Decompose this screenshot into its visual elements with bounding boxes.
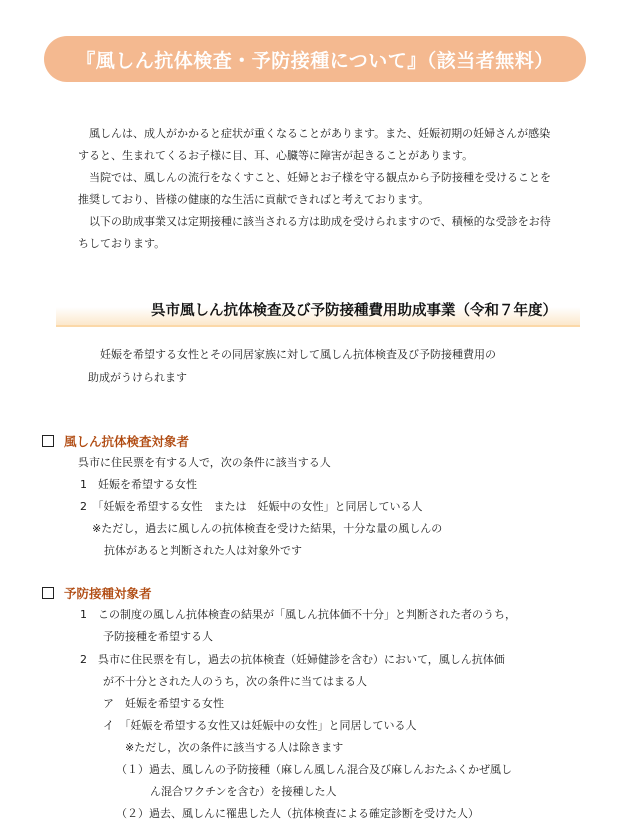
vaccine-target-line: ※ただし，次の条件に該当する人は除きます — [125, 741, 344, 754]
test-target-heading — [42, 432, 189, 450]
vaccine-target-line: 2 呉市に住民票を有し，過去の抗体検査（妊婦健診を含む）において，風しん抗体価 — [80, 653, 505, 666]
vaccine-target-line: ん混合ワクチンを含む）を接種した人 — [150, 785, 337, 798]
test-target-note: ※ただし，過去に風しんの抗体検査を受けた結果，十分な量の風しんの — [92, 522, 443, 535]
section-title: 呉市風しん抗体検査及び予防接種費用助成事業（令和７年度） — [151, 303, 557, 319]
intro-text — [78, 123, 558, 255]
section-intro-line: 助成がうけられます — [88, 371, 187, 384]
test-target-item: 1 妊娠を希望する女性 — [80, 478, 197, 491]
page-title: 『風しん抗体検査・予防接種について』（該当者無料） — [76, 49, 554, 72]
section-intro — [76, 343, 576, 389]
vaccine-target-heading-label: 予防接種対象者 — [64, 586, 152, 601]
vaccine-target-line: （２）過去、風しんに罹患した人（抗体検査による確定診断を受けた人） — [116, 807, 479, 820]
intro-paragraph: 風しんは、成人がかかると症状が重くなることがあります。また、妊娠初期の妊婦さんが感染すると、生まれてくるお子様に目、耳、心臓等に障害が起きることがあります。 — [78, 127, 551, 162]
title-banner — [44, 36, 586, 82]
test-target-note: 抗体があると判断された人は対象外です — [104, 544, 302, 557]
vaccine-target-line: （１）過去、風しんの予防接種（麻しん風しん混合及び麻しんおたふくかぜ風し — [116, 763, 512, 776]
test-target-item: 2 「妊娠を希望する女性 または 妊娠中の女性」と同居している人 — [80, 500, 423, 513]
checkbox-icon — [42, 435, 54, 447]
vaccine-target-heading — [42, 584, 152, 602]
section-heading-bar — [56, 295, 580, 327]
test-target-heading-label: 風しん抗体検査対象者 — [64, 434, 190, 449]
vaccine-target-line: イ 「妊娠を希望する女性又は妊娠中の女性」と同居している人 — [103, 719, 417, 732]
vaccine-target-line: ア 妊娠を希望する女性 — [103, 697, 224, 710]
vaccine-target-line: 予防接種を希望する人 — [103, 630, 213, 643]
intro-paragraph: 以下の助成事業又は定期接種に該当される方は助成を受けられますので、積極的な受診をお待ちしております。 — [78, 215, 551, 250]
checkbox-icon — [42, 587, 54, 599]
section-intro-line: 妊娠を希望する女性とその同居家族に対して風しん抗体検査及び予防接種費用の — [100, 348, 496, 361]
vaccine-target-line: 1 この制度の風しん抗体検査の結果が「風しん抗体価不十分」と判断された者のうち， — [80, 608, 516, 621]
test-target-lead: 呉市に住民票を有する人で，次の条件に該当する人 — [78, 456, 331, 469]
intro-paragraph: 当院では、風しんの流行をなくすこと、妊婦とお子様を守る観点から予防接種を受けることを推奨しており、皆様の健康的な生活に貢献できればと考えております。 — [78, 171, 551, 206]
vaccine-target-line: が不十分とされた人のうち，次の条件に当てはまる人 — [103, 675, 367, 688]
